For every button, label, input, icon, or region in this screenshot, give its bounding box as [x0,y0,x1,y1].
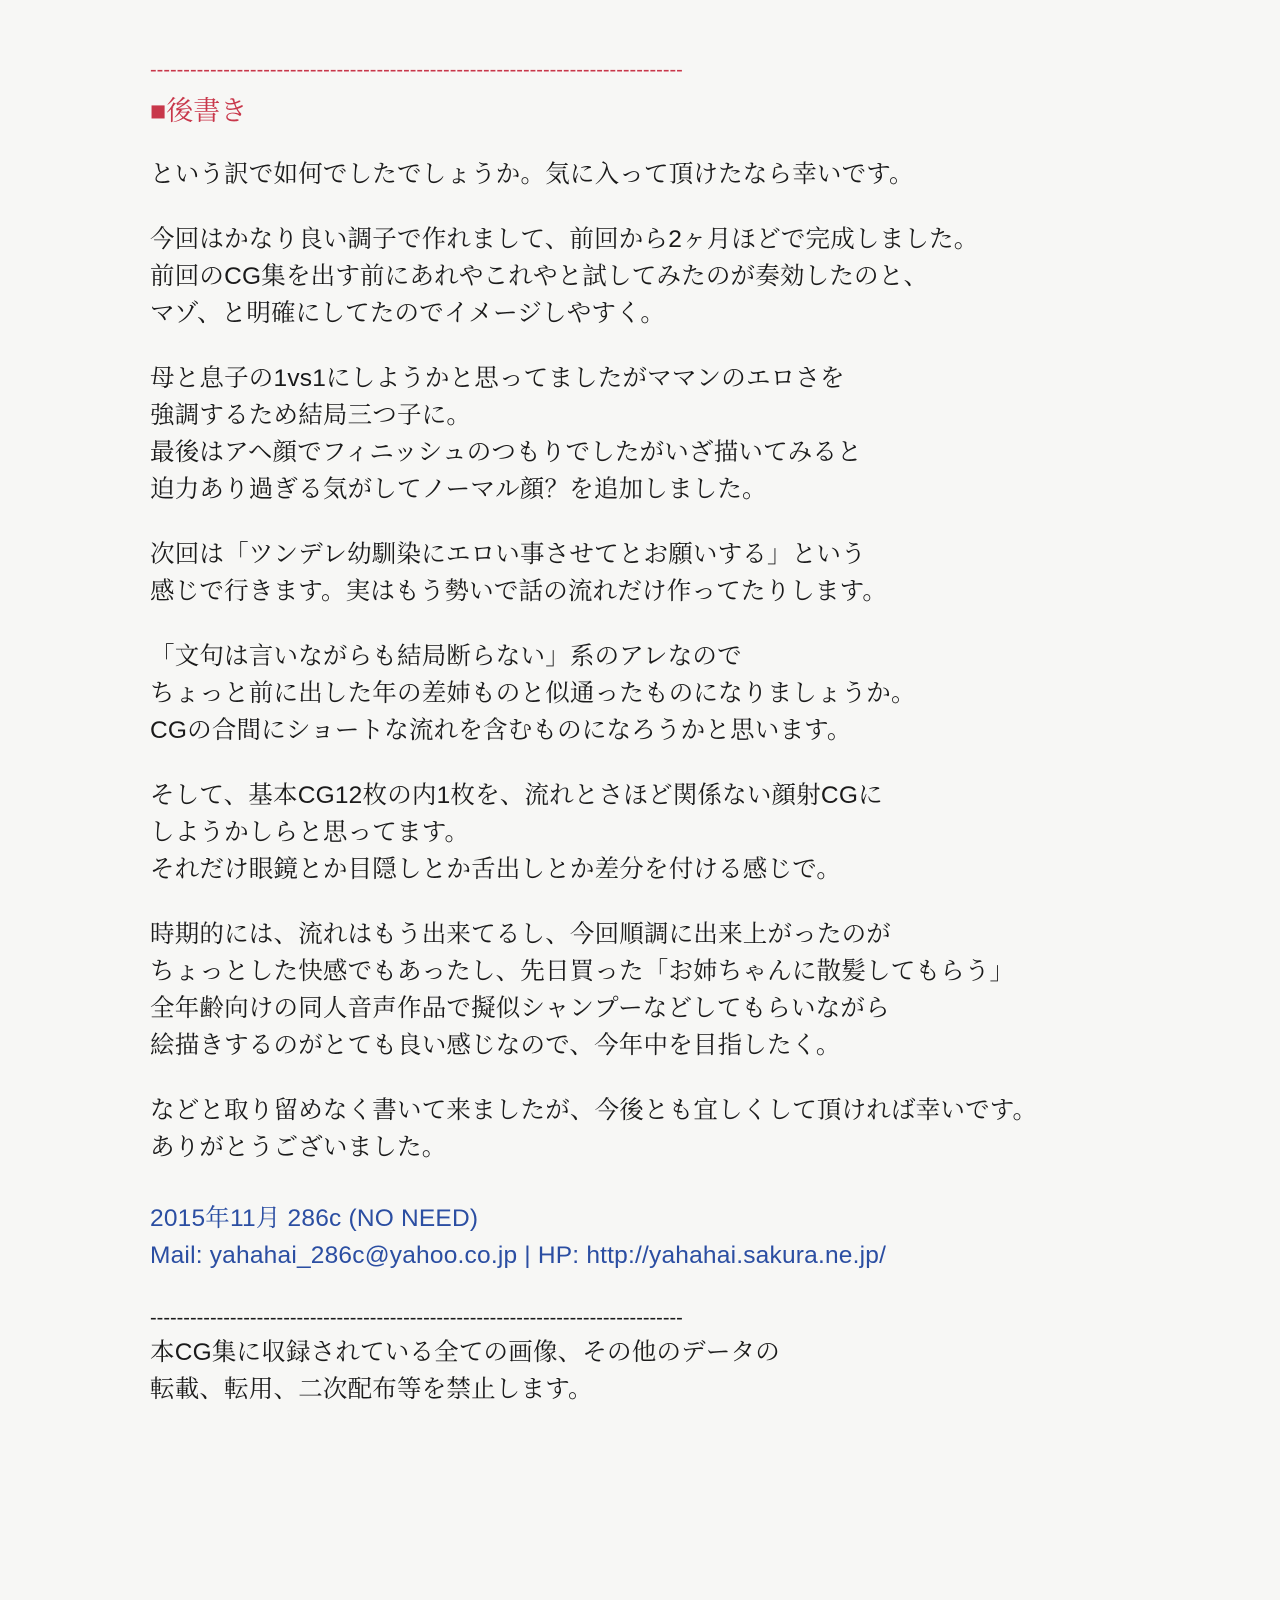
paragraph-characters [150,360,1130,508]
publication-date-and-circle: 2015年11月 286c (NO NEED) [150,1205,479,1232]
contact-mail-and-homepage[interactable]: Mail: yahahai_286c@yahoo.co.jp | HP: http://yahahai.sakura.ne.jp/ [150,1242,887,1269]
text-line: 強調するため結局三つ子に。 [150,402,472,429]
divider-top: -------------------------------------------------------------------------------- [150,60,683,80]
paragraph-production [150,221,1130,332]
text-line: 最後はアヘ顔でフィニッシュのつもりでしたがいざ描いてみると [150,439,862,466]
text-line: マゾ、と明確にしてたのでイメージしやすく。 [150,300,666,327]
text-line: 「文句は言いながらも結局断らない」系のアレなので [150,643,742,670]
text-line: ちょっと前に出した年の差姉ものと似通ったものになりましょうか。 [150,680,916,707]
paragraph-schedule [150,916,1130,1064]
paragraph-bonus-cg [150,777,1130,888]
divider-bottom: -------------------------------------------------------------------------------- [150,1308,683,1328]
text-line: 全年齢向けの同人音声作品で擬似シャンプーなどしてもらいながら [150,995,890,1022]
text-line: 絵描きするのがとても良い感じなので、今年中を目指したく。 [150,1032,841,1059]
section-heading-afterword: ■後書き [150,96,248,126]
text-line: そして、基本CG12枚の内1枚を、流れとさほど関係ない顔射CGに [150,782,883,809]
text-line: しようかしらと思ってます。 [150,819,470,846]
text-line: 前回のCG集を出す前にあれやこれやと試してみたのが奏効したのと、 [150,263,929,290]
text-line: 時期的には、流れはもう出来てるし、今回順調に出来上がったのが [150,921,891,948]
text-line: 感じで行きます。実はもう勢いで話の流れだけ作ってたりします。 [150,578,888,605]
contact-block [150,1200,1130,1274]
paragraph-next-style [150,638,1130,749]
paragraph-next-work [150,536,1130,610]
text-line: 今回はかなり良い調子で作れまして、前回から2ヶ月ほどで完成しました。 [150,226,979,253]
text-line: それだけ眼鏡とか目隠しとか舌出しとか差分を付ける感じで。 [150,856,842,883]
text-line: という訳で如何でしたでしょうか。気に入って頂けたなら幸いです。 [150,161,914,188]
text-line: 本CG集に収録されている全ての画像、その他のデータの [150,1339,780,1366]
paragraph-intro [150,156,1130,193]
paragraph-closing [150,1092,1130,1166]
text-line: ちょっとした快感でもあったし、先日買った「お姉ちゃんに散髪してもらう」 [150,958,1015,985]
text-line: 迫力あり過ぎる気がしてノーマル顔？を追加しました。 [150,476,767,503]
text-line: CGの合間にショートな流れを含むものになろうかと思います。 [150,717,852,744]
text-line: などと取り留めなく書いて来ましたが、今後とも宜しくして頂ければ幸いです。 [150,1097,1038,1124]
text-line: 次回は「ツンデレ幼馴染にエロい事させてとお願いする」という [150,541,866,568]
text-line: 母と息子の1vs1にしようかと思ってましたがママンのエロさを [150,365,845,392]
text-line: 転載、転用、二次配布等を禁止します。 [150,1376,593,1403]
text-line: ありがとうございました。 [150,1134,447,1161]
copyright-notice [150,1334,1130,1408]
